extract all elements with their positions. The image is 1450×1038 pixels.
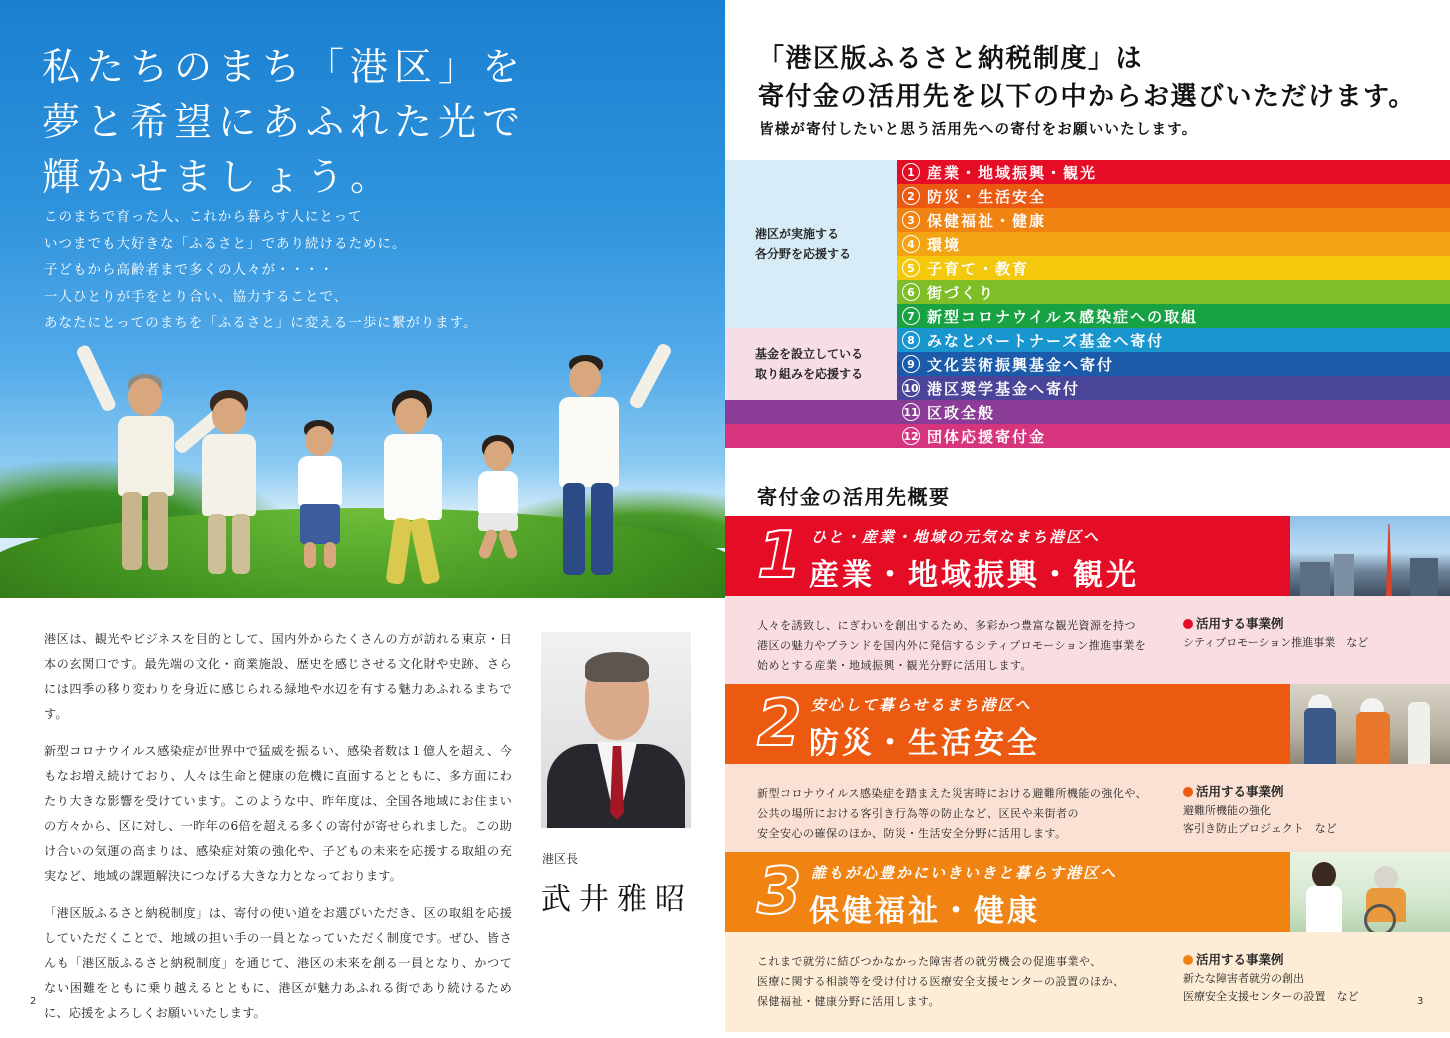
category-label: 団体応援寄付金 bbox=[927, 427, 1047, 446]
category-label: みなとパートナーズ基金へ寄付 bbox=[927, 331, 1165, 350]
section-description bbox=[757, 952, 1125, 1012]
category-label: 新型コロナウイルス感染症への取組 bbox=[927, 307, 1199, 326]
category-label: 文化芸術振興基金へ寄付 bbox=[927, 355, 1115, 374]
category-item bbox=[897, 376, 1450, 400]
bullet-dot-icon bbox=[1183, 787, 1193, 797]
example-list bbox=[1183, 634, 1368, 652]
section-subtitle: 誰もが心豊かにいきいきと暮らす港区へ bbox=[811, 864, 1118, 882]
person-mother bbox=[370, 390, 456, 590]
group-label-line: 基金を設立している bbox=[755, 347, 864, 361]
description-line: 港区の魅力やブランドを国内外に発信するシティプロモーション推進事業を bbox=[757, 639, 1147, 652]
description-line: 公共の場所における客引き行為等の防止など、区民や来街者の bbox=[757, 807, 1079, 820]
mayor-signature: 武井雅昭 bbox=[541, 882, 693, 917]
person-grandfather bbox=[100, 370, 190, 580]
hero-title-line: 私たちのまち「港区」を bbox=[42, 45, 527, 89]
person-father bbox=[555, 355, 655, 580]
category-number: 12 bbox=[902, 427, 920, 445]
page-number: 2 bbox=[30, 996, 37, 1007]
example-heading bbox=[1183, 950, 1284, 968]
section-body bbox=[725, 596, 1450, 684]
hero-body-line: 一人ひとりが手をとり合い、協力することで、 bbox=[44, 288, 349, 305]
category-group-city bbox=[725, 160, 897, 328]
section-band bbox=[725, 852, 1290, 932]
category-item bbox=[725, 400, 1450, 424]
section-number: 2 bbox=[757, 687, 802, 761]
category-number: 7 bbox=[902, 307, 920, 325]
example-heading-text: 活用する事業例 bbox=[1196, 784, 1284, 799]
group-label bbox=[755, 224, 851, 264]
hero-body-line: 子どもから高齢者まで多くの人々が・・・・ bbox=[44, 262, 334, 278]
category-item bbox=[897, 280, 1450, 304]
category-item bbox=[725, 424, 1450, 448]
mayor-photo bbox=[541, 632, 691, 828]
example-heading-text: 活用する事業例 bbox=[1196, 952, 1284, 967]
mayor-message bbox=[44, 627, 512, 1038]
message-paragraph: 「港区版ふるさと納税制度」は、寄付の使い道をお選びいただき、区の取組を応援していただくことで、地域の担い手の一員となっていただく制度です。ぜひ、皆さんも「港区版ふるさと納税制度」を通じて、港区の未来を創る一員となり、かつてない困難をともに乗り越えるとともに、港区が魅力あふれる街であり続けるために、応援をよろしくお願いいたします。 bbox=[44, 906, 512, 1020]
section-band bbox=[725, 684, 1290, 764]
section-number: 3 bbox=[757, 855, 802, 929]
category-number: 3 bbox=[902, 211, 920, 229]
category-item bbox=[897, 256, 1450, 280]
category-label: 防災・生活安全 bbox=[927, 187, 1047, 206]
hero-title-line: 輝かせましょう。 bbox=[42, 155, 395, 199]
section-band bbox=[725, 516, 1290, 596]
section-subtitle: 安心して暮らせるまち港区へ bbox=[811, 696, 1032, 714]
category-item bbox=[897, 184, 1450, 208]
example-item: 新たな障害者就労の創出 bbox=[1183, 972, 1304, 985]
title-line: 「港区版ふるさと納税制度」は bbox=[758, 44, 1144, 74]
description-line: 安全安心の確保のほか、防災・生活安全分野に活用します。 bbox=[757, 827, 1067, 840]
category-label: 街づくり bbox=[927, 283, 996, 302]
category-group-funds bbox=[725, 328, 897, 400]
category-item bbox=[897, 304, 1450, 328]
person-grandmother bbox=[190, 390, 270, 580]
section-title: 産業・地域振興・観光 bbox=[809, 558, 1139, 593]
section-body bbox=[725, 932, 1450, 1032]
person-girl bbox=[470, 435, 526, 565]
category-number: 11 bbox=[902, 403, 920, 421]
hero-body-line: あなたにとってのまちを「ふるさと」に変える一歩に繋がります。 bbox=[44, 315, 478, 331]
category-label: 産業・地域振興・観光 bbox=[927, 163, 1098, 182]
category-label: 子育て・教育 bbox=[927, 259, 1030, 278]
hero-title bbox=[42, 40, 526, 205]
hero-body bbox=[44, 204, 478, 337]
group-label-line: 各分野を応援する bbox=[755, 247, 852, 261]
description-line: 保健福祉・健康分野に活用します。 bbox=[757, 995, 941, 1008]
title-line: 寄付金の活用先を以下の中からお選びいただけます。 bbox=[758, 82, 1416, 112]
category-number: 9 bbox=[902, 355, 920, 373]
right-page bbox=[725, 0, 1450, 1032]
section-description bbox=[757, 616, 1146, 676]
bullet-dot-icon bbox=[1183, 619, 1193, 629]
page-number: 3 bbox=[1417, 996, 1424, 1007]
category-number: 5 bbox=[902, 259, 920, 277]
category-number: 1 bbox=[902, 163, 920, 181]
hero-body-line: このまちで育った人、これから暮らす人にとって bbox=[44, 209, 363, 225]
example-heading bbox=[1183, 614, 1284, 632]
description-line: これまで就労に結びつかなかった障害者の就労機会の促進事業や、 bbox=[757, 955, 1102, 968]
category-label: 区政全般 bbox=[927, 403, 996, 422]
category-item bbox=[897, 160, 1450, 184]
person-boy bbox=[290, 420, 350, 570]
example-item: 客引き防止プロジェクト など bbox=[1183, 822, 1337, 835]
hero-title-line: 夢と希望にあふれた光で bbox=[42, 100, 527, 144]
category-number: 6 bbox=[902, 283, 920, 301]
example-list bbox=[1183, 970, 1359, 1006]
section-title: 防災・生活安全 bbox=[809, 726, 1040, 761]
example-heading-text: 活用する事業例 bbox=[1196, 616, 1284, 631]
category-label: 港区奨学基金へ寄付 bbox=[927, 379, 1081, 398]
overview-heading: 寄付金の活用先概要 bbox=[757, 485, 951, 509]
hero-photo bbox=[0, 0, 725, 598]
section-subtitle: ひと・産業・地域の元気なまち港区へ bbox=[811, 528, 1101, 546]
left-page bbox=[0, 0, 725, 1032]
section-description bbox=[757, 784, 1147, 844]
page-subtitle: 皆様が寄付したいと思う活用先への寄付をお願いいたします。 bbox=[759, 122, 1198, 138]
example-heading bbox=[1183, 782, 1284, 800]
description-line: 新型コロナウイルス感染症を踏まえた災害時における避難所機能の強化や、 bbox=[757, 787, 1148, 800]
section-body bbox=[725, 764, 1450, 852]
category-item bbox=[897, 352, 1450, 376]
bullet-dot-icon bbox=[1183, 955, 1193, 965]
description-line: 医療に関する相談等を受け付ける医療安全支援センターの設置のほか、 bbox=[757, 975, 1125, 988]
group-label-line: 取り組みを応援する bbox=[755, 367, 864, 381]
mayor-role: 港区長 bbox=[542, 852, 579, 866]
category-item bbox=[897, 232, 1450, 256]
description-line: 始めとする産業・地域振興・観光分野に活用します。 bbox=[757, 659, 1033, 672]
group-label bbox=[755, 344, 863, 384]
category-number: 10 bbox=[902, 379, 920, 397]
example-item: 避難所機能の強化 bbox=[1183, 804, 1271, 817]
page-title bbox=[758, 40, 1416, 116]
city-skyline-photo bbox=[1290, 516, 1450, 596]
group-label-line: 港区が実施する bbox=[755, 227, 840, 241]
category-item bbox=[897, 328, 1450, 352]
example-list bbox=[1183, 802, 1337, 838]
category-label: 保健福祉・健康 bbox=[927, 211, 1047, 230]
category-number: 2 bbox=[902, 187, 920, 205]
hero-body-line: いつまでも大好きな「ふるさと」であり続けるために。 bbox=[44, 235, 407, 252]
section-number: 1 bbox=[757, 519, 802, 593]
category-item bbox=[897, 208, 1450, 232]
example-item: 医療安全支援センターの設置 など bbox=[1183, 990, 1359, 1003]
category-number: 8 bbox=[902, 331, 920, 349]
category-number: 4 bbox=[902, 235, 920, 253]
message-paragraph: 新型コロナウイルス感染症が世界中で猛威を振るい、感染者数は１億人を超え、今もなお増え続けており、人々は生命と健康の危機に直面するとともに、多方面にわたり大きな影響を受けています。このような中、昨年度は、全国各地域にお住まいの方々から、区に対し、一昨年の6倍を超える多くの寄付が寄せられました。この助け合いの気運の高まりは、感染症対策の強化や、子どもの未来を応援する取組の充実など、地域の課題解決につなげる大きな力となっております。 bbox=[44, 744, 512, 883]
message-paragraph: 港区は、観光やビジネスを目的として、国内外からたくさんの方が訪れる東京・日本の玄関口です。最先端の文化・商業施設、歴史を感じさせる文化財や史跡、さらには四季の移り変わりを身近に感じられる緑地や水辺を有する魅力あふれるまちです。 bbox=[44, 632, 512, 721]
welfare-care-photo bbox=[1290, 852, 1450, 932]
description-line: 人々を誘致し、にぎわいを創出するため、多彩かつ豊富な観光資源を持つ bbox=[757, 619, 1137, 632]
disaster-drill-photo bbox=[1290, 684, 1450, 764]
example-item: シティプロモーション推進事業 など bbox=[1183, 636, 1369, 649]
section-title: 保健福祉・健康 bbox=[809, 894, 1040, 929]
category-label: 環境 bbox=[927, 235, 962, 254]
